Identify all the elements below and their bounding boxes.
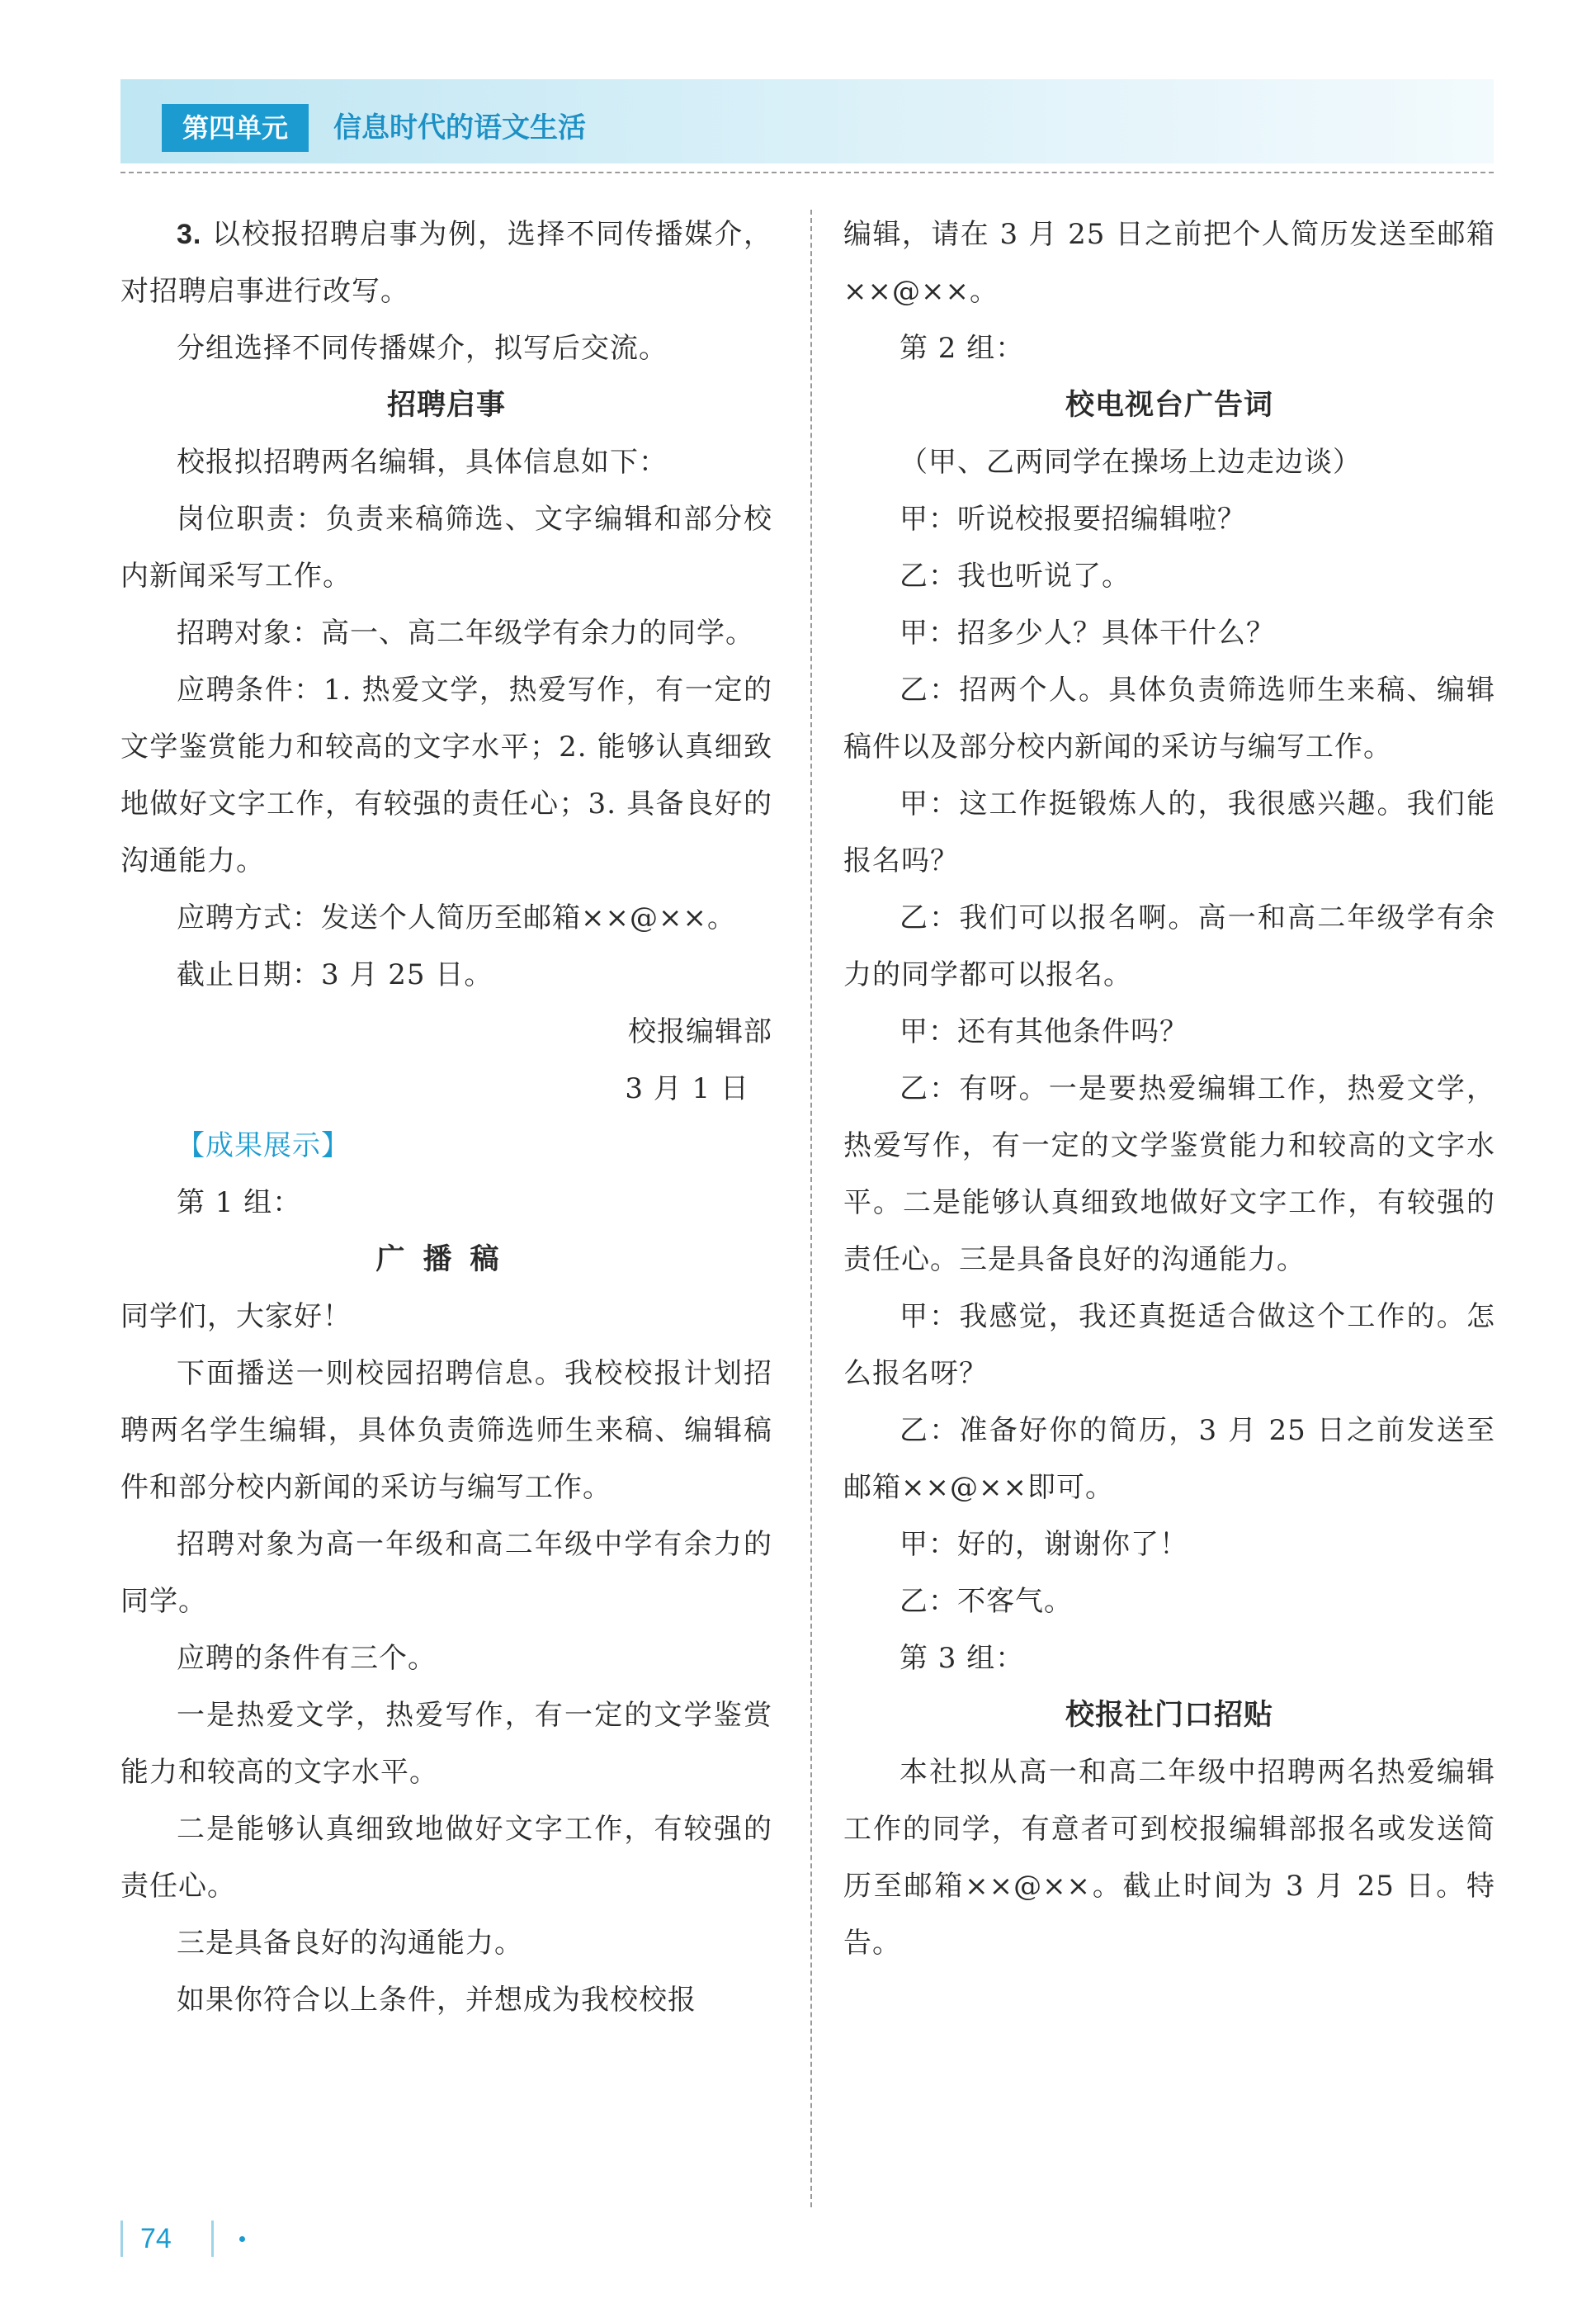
header-band <box>120 79 1494 163</box>
poster-title: 校报社门口招贴 <box>1065 1699 1273 1732</box>
broadcast-paragraph: 三是具备良好的沟通能力。 <box>177 1927 523 1960</box>
task-number: 3. <box>177 219 202 250</box>
stage-direction: （甲、乙两同学在操场上边走边谈） <box>900 446 1362 479</box>
task-item <box>120 206 772 320</box>
broadcast-paragraph: 应聘的条件有三个。 <box>177 1642 437 1675</box>
notice-paragraph: 应聘条件：1. 热爱文学，热爱写作，有一定的文学鉴赏能力和较高的文字水平；2. 能够认真细致地做好文字工作，有较强的责任心；3. 具备良好的沟通能力。 <box>120 674 772 877</box>
unit-badge: 第四单元 <box>162 104 309 152</box>
group-label: 第 3 组： <box>900 1642 1025 1675</box>
group-label: 第 1 组： <box>177 1186 302 1219</box>
dialogue-line: 乙：我也听说了。 <box>900 560 1131 593</box>
task-text: 以校报招聘启事为例，选择不同传播媒介，对招聘启事进行改写。 <box>120 218 772 308</box>
group-label: 第 2 组： <box>900 332 1025 365</box>
dialogue-line: 甲：这工作挺锻炼人的，我很感兴趣。我们能报名吗？ <box>843 787 1495 877</box>
broadcast-paragraph: 如果你符合以上条件，并想成为我校校报 <box>177 1984 696 2017</box>
notice-title: 招聘启事 <box>386 389 506 422</box>
broadcast-greeting: 同学们，大家好！ <box>120 1300 352 1333</box>
notice-paragraph: 应聘方式：发送个人简历至邮箱××@××。 <box>177 901 736 934</box>
footer-dot <box>239 2236 245 2242</box>
broadcast-paragraph-continued: 编辑，请在 3 月 25 日之前把个人简历发送至邮箱××@××。 <box>843 218 1495 308</box>
broadcast-paragraph: 下面播送一则校园招聘信息。我校校报计划招聘两名学生编辑，具体负责筛选师生来稿、编辑稿件和部分校内新闻的采访与编写工作。 <box>120 1357 772 1504</box>
dialogue-line: 甲：好的，谢谢你了！ <box>900 1528 1188 1561</box>
notice-date: 3 月 1 日 <box>625 1072 749 1105</box>
dialogue-line: 甲：招多少人？具体干什么？ <box>900 617 1275 650</box>
tv-ad-title: 校电视台广告词 <box>1065 389 1273 422</box>
broadcast-paragraph: 一是热爱文学，热爱写作，有一定的文学鉴赏能力和较高的文字水平。 <box>120 1699 772 1789</box>
left-column <box>120 206 772 2029</box>
right-column <box>843 206 1495 1972</box>
footer-bar <box>120 2221 123 2257</box>
page-number: 74 <box>140 2223 172 2254</box>
column-divider <box>810 210 812 2207</box>
task-hint: 分组选择不同传播媒介，拟写后交流。 <box>177 332 668 365</box>
dialogue-line: 甲：听说校报要招编辑啦？ <box>900 503 1246 536</box>
poster-paragraph: 本社拟从高一和高二年级中招聘两名热爱编辑工作的同学，有意者可到校报编辑部报名或发送简历至邮箱××@××。截止时间为 3 月 25 日。特告。 <box>843 1756 1495 1960</box>
dialogue-line: 甲：还有其他条件吗？ <box>900 1015 1188 1048</box>
broadcast-title: 广播稿 <box>375 1243 517 1276</box>
footer-bar <box>211 2221 214 2257</box>
dialogue-line: 甲：我感觉，我还真挺适合做这个工作的。怎么报名呀？ <box>843 1300 1495 1390</box>
notice-paragraph: 招聘对象：高一、高二年级学有余力的同学。 <box>177 617 754 650</box>
dialogue-line: 乙：准备好你的简历，3 月 25 日之前发送至邮箱××@××即可。 <box>843 1414 1495 1504</box>
broadcast-paragraph: 二是能够认真细致地做好文字工作，有较强的责任心。 <box>120 1813 772 1903</box>
dialogue-line: 乙：不客气。 <box>900 1585 1073 1618</box>
dialogue-line: 乙：我们可以报名啊。高一和高二年级学有余力的同学都可以报名。 <box>843 901 1495 991</box>
header-divider <box>120 172 1494 173</box>
notice-paragraph: 截止日期：3 月 25 日。 <box>177 958 493 991</box>
section-label: 【成果展示】 <box>177 1129 350 1162</box>
dialogue-line: 乙：招两个人。具体负责筛选师生来稿、编辑稿件以及部分校内新闻的采访与编写工作。 <box>843 674 1495 764</box>
notice-paragraph: 岗位职责：负责来稿筛选、文字编辑和部分校内新闻采写工作。 <box>120 503 772 593</box>
notice-paragraph: 校报拟招聘两名编辑，具体信息如下： <box>177 446 668 479</box>
broadcast-paragraph: 招聘对象为高一年级和高二年级中学有余力的同学。 <box>120 1528 772 1618</box>
unit-title: 信息时代的语文生活 <box>333 111 586 144</box>
dialogue-line: 乙：有呀。一是要热爱编辑工作，热爱文学，热爱写作，有一定的文学鉴赏能力和较高的文字水平。二是能够认真细致地做好文字工作，有较强的责任心。三是具备良好的沟通能力。 <box>843 1072 1495 1276</box>
notice-signature: 校报编辑部 <box>628 1015 772 1048</box>
